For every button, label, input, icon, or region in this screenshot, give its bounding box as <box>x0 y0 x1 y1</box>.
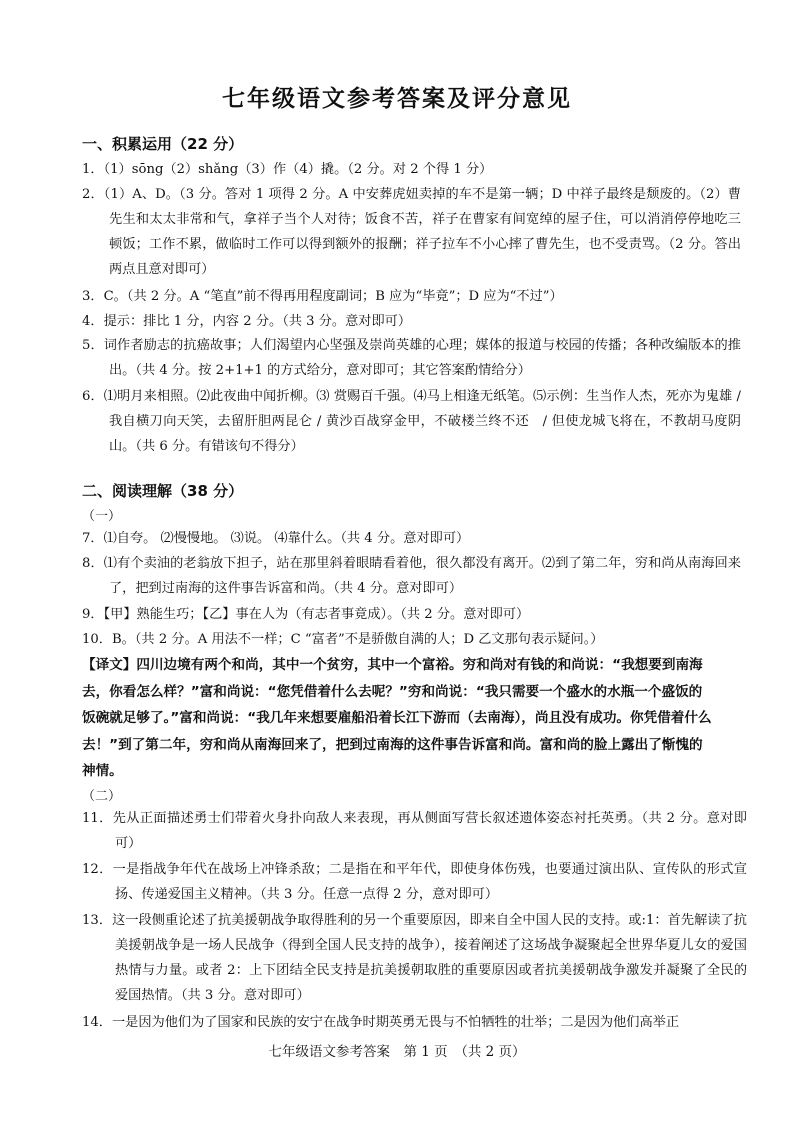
section-heading-reading: 二、阅读理解（38 分） <box>82 482 244 500</box>
answer-item-8: 8．⑴有个卖油的老翁放下担子，站在那里斜着眼睛看着他，很久都没有离开。⑵到了第二年，穷和尚从南海回来了，把到过南海的这件事告诉富和尚。（共 4 分。意对即可） <box>82 556 741 596</box>
subsection-label-2: （二） <box>82 789 122 804</box>
answer-item-13: 13．这一段侧重论述了抗美援朝战争取得胜利的另一个重要原因，即来自全中国人民的支持。或:1：首先解读了抗美援朝战争是一场人民战争（得到全国人民支持的战争），接着阐述了这场战争凝聚起全世界华夏儿女的爱国热情与力量。或者 2：上下团结全民支持是抗美援朝取胜的重要原因或者抗美援朝战争激发并凝聚了全民的爱国热情。（共 3 分。意对即可） <box>82 913 747 1003</box>
translation-paragraph: 【译文】四川边境有两个和尚，其中一个贫穷，其中一个富裕。穷和尚对有钱的和尚说：“我想要到南海去，你看怎么样？”富和尚说：“您凭借着什么去呢？”穷和尚说：“我只需要一个盛水的水瓶一个盛饭的饭碗就足够了。”富和尚说：“我几年来想要雇船沿着长江下游而（去南海），尚且没有成功。你凭借着什么去！”到了第二年，穷和尚从南海回来了，把到过南海的这件事告诉富和尚。富和尚的脸上露出了惭愧的神情。 <box>82 657 712 780</box>
answer-item-9: 9．【甲】熟能生巧；【乙】事在人为（有志者事竟成）。（共 2 分。意对即可） <box>82 607 530 622</box>
answer-item-10: 10．B。（共 2 分。A 用法不一样；C “富者”不是骄傲自满的人；D 乙文那句表示疑问。） <box>82 632 604 647</box>
answer-item-1: 1．（1）sōng（2）shǎng（3）作（4）撬。（2 分。对 2 个得 1 分） <box>82 162 493 177</box>
answer-item-7: 7．⑴自夸。 ⑵慢慢地。 ⑶说。 ⑷靠什么。（共 4 分。意对即可） <box>82 531 470 546</box>
answer-item-2: 2．（1）A、D。（3 分。答对 1 项得 2 分。A 中安葬虎妞卖掉的车不是第一辆；D 中祥子最终是颓废的。（2）曹先生和太太非常和气，拿祥子当个人对待；饭食不苦，祥子在曹家有间宽绰的屋子住，可以消消停停地吃三顿饭；工作不累，做临时工作可以得到额外的报酬；祥子拉车不小心摔了曹先生，也不受责骂。（2 分。答出两点且意对即可） <box>82 187 741 277</box>
page-footer: 七年级语文参考答案 第 1 页 （共 2 页） <box>268 1044 526 1060</box>
answer-item-5: 5．词作者励志的抗癌故事；人们渴望内心坚强及崇尚英雄的心理；媒体的报道与校园的传播；各种改编版本的推出。（共 4 分。按 2+1+1 的方式给分，意对即可；其它答案酌情给分） <box>82 338 741 378</box>
subsection-label-1: （一） <box>82 509 122 524</box>
answer-item-11: 11．先从正面描述勇士们带着火身扑向敌人来表现，再从侧面写营长叙述遗体姿态衬托英勇。（共 2 分。意对即可） <box>82 811 747 851</box>
page-title: 七年级语文参考答案及评分意见 <box>222 85 572 112</box>
answer-item-6: 6．⑴明月来相照。⑵此夜曲中闻折柳。⑶ 赏赐百千强。⑷马上相逢无纸笔。⑸示例：生当作人杰，死亦为鬼雄 / 我自横刀向天笑，去留肝胆两昆仑 / 黄沙百战穿金甲，不破楼兰终不还 / 但使龙城飞将在，不教胡马度阴山。（共 6 分。有错该句不得分） <box>82 389 741 454</box>
answer-item-3: 3．C。（共 2 分。A “笔直”前不得再用程度副词；B 应为“毕竟”；D 应为“不过”） <box>82 289 563 304</box>
section-heading-accumulation: 一、积累运用（22 分） <box>82 135 244 153</box>
answer-item-4: 4．提示：排比 1 分，内容 2 分。（共 3 分。意对即可） <box>82 314 412 329</box>
answer-item-14: 14．一是因为他们为了国家和民族的安宁在战争时期英勇无畏与不怕牺牲的壮举；二是因为他们高举正 <box>82 1015 680 1030</box>
answer-item-12: 12．一是指战争年代在战场上冲锋杀敌；二是指在和平年代，即使身体伤残，也要通过演出队、宣传队的形式宣扬、传递爱国主义精神。（共 3 分。任意一点得 2 分，意对即可） <box>82 862 747 902</box>
